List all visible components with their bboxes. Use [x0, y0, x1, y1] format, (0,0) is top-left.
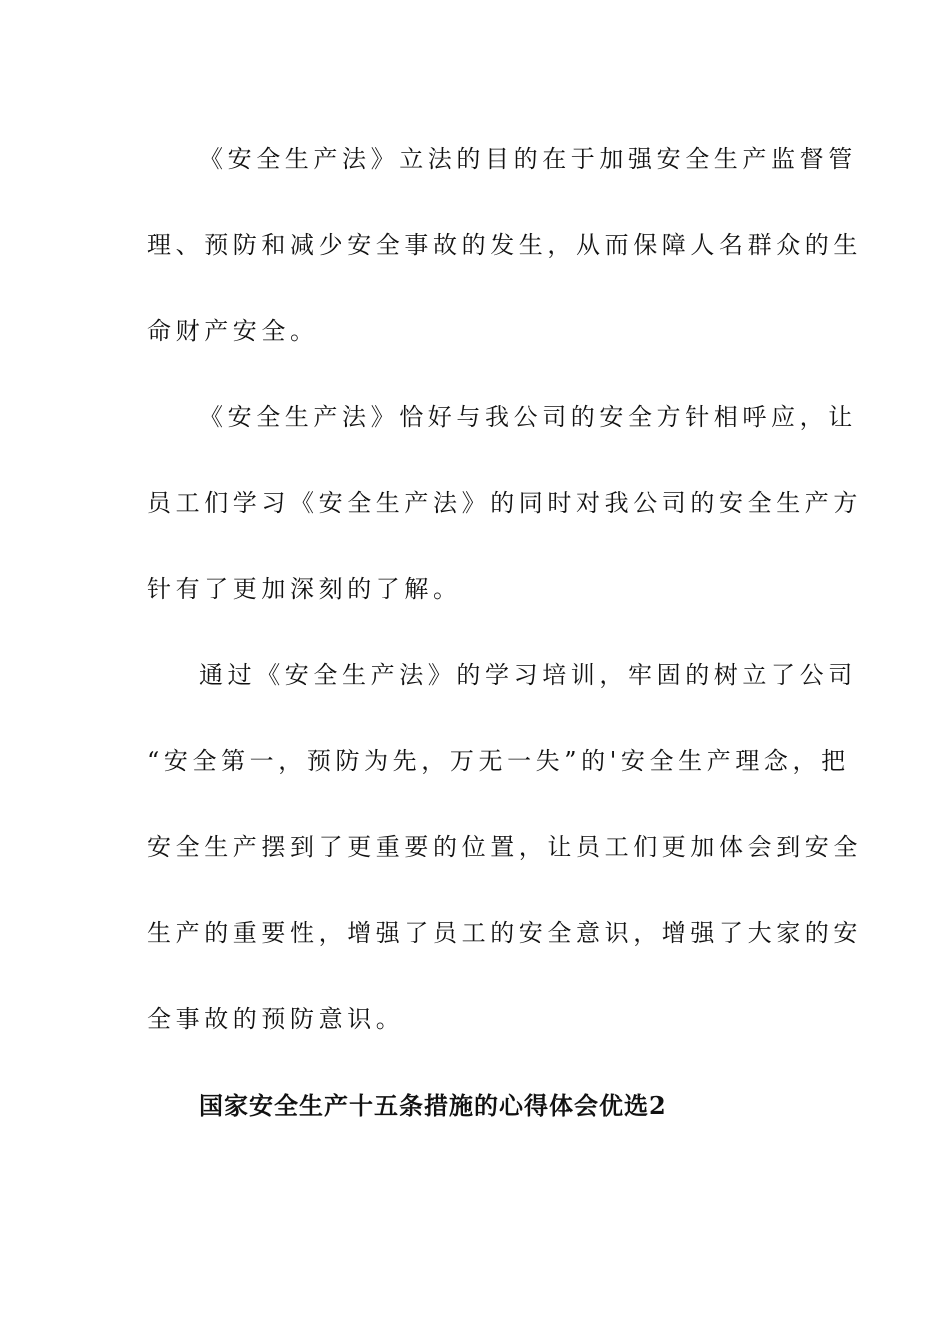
paragraph-1-line-3: 命财产安全。 [147, 317, 319, 345]
paragraph-3-line-3: 安全生产摆到了更重要的位置，让员工们更加体会到安全 [147, 833, 862, 861]
section-heading: 国家安全生产十五条措施的心得体会优选2 [199, 1091, 667, 1120]
paragraph-2-line-1: 《安全生产法》恰好与我公司的安全方针相呼应，让 [199, 403, 857, 431]
paragraph-2-line-3: 针有了更加深刻的了解。 [147, 575, 462, 603]
paragraph-3-line-1: 通过《安全生产法》的学习培训，牢固的树立了公司 [199, 661, 857, 689]
paragraph-3-line-5: 全事故的预防意识。 [147, 1005, 405, 1033]
paragraph-3-line-4: 生产的重要性，增强了员工的安全意识，增强了大家的安 [147, 919, 862, 947]
paragraph-2-line-2: 员工们学习《安全生产法》的同时对我公司的安全生产方 [147, 489, 862, 517]
paragraph-3-line-2: “安全第一，预防为先，万无一失”的'安全生产理念，把 [147, 747, 850, 775]
paragraph-1-line-2: 理、预防和减少安全事故的发生，从而保障人名群众的生 [147, 231, 862, 259]
paragraph-1-line-1: 《安全生产法》立法的目的在于加强安全生产监督管 [199, 145, 857, 173]
